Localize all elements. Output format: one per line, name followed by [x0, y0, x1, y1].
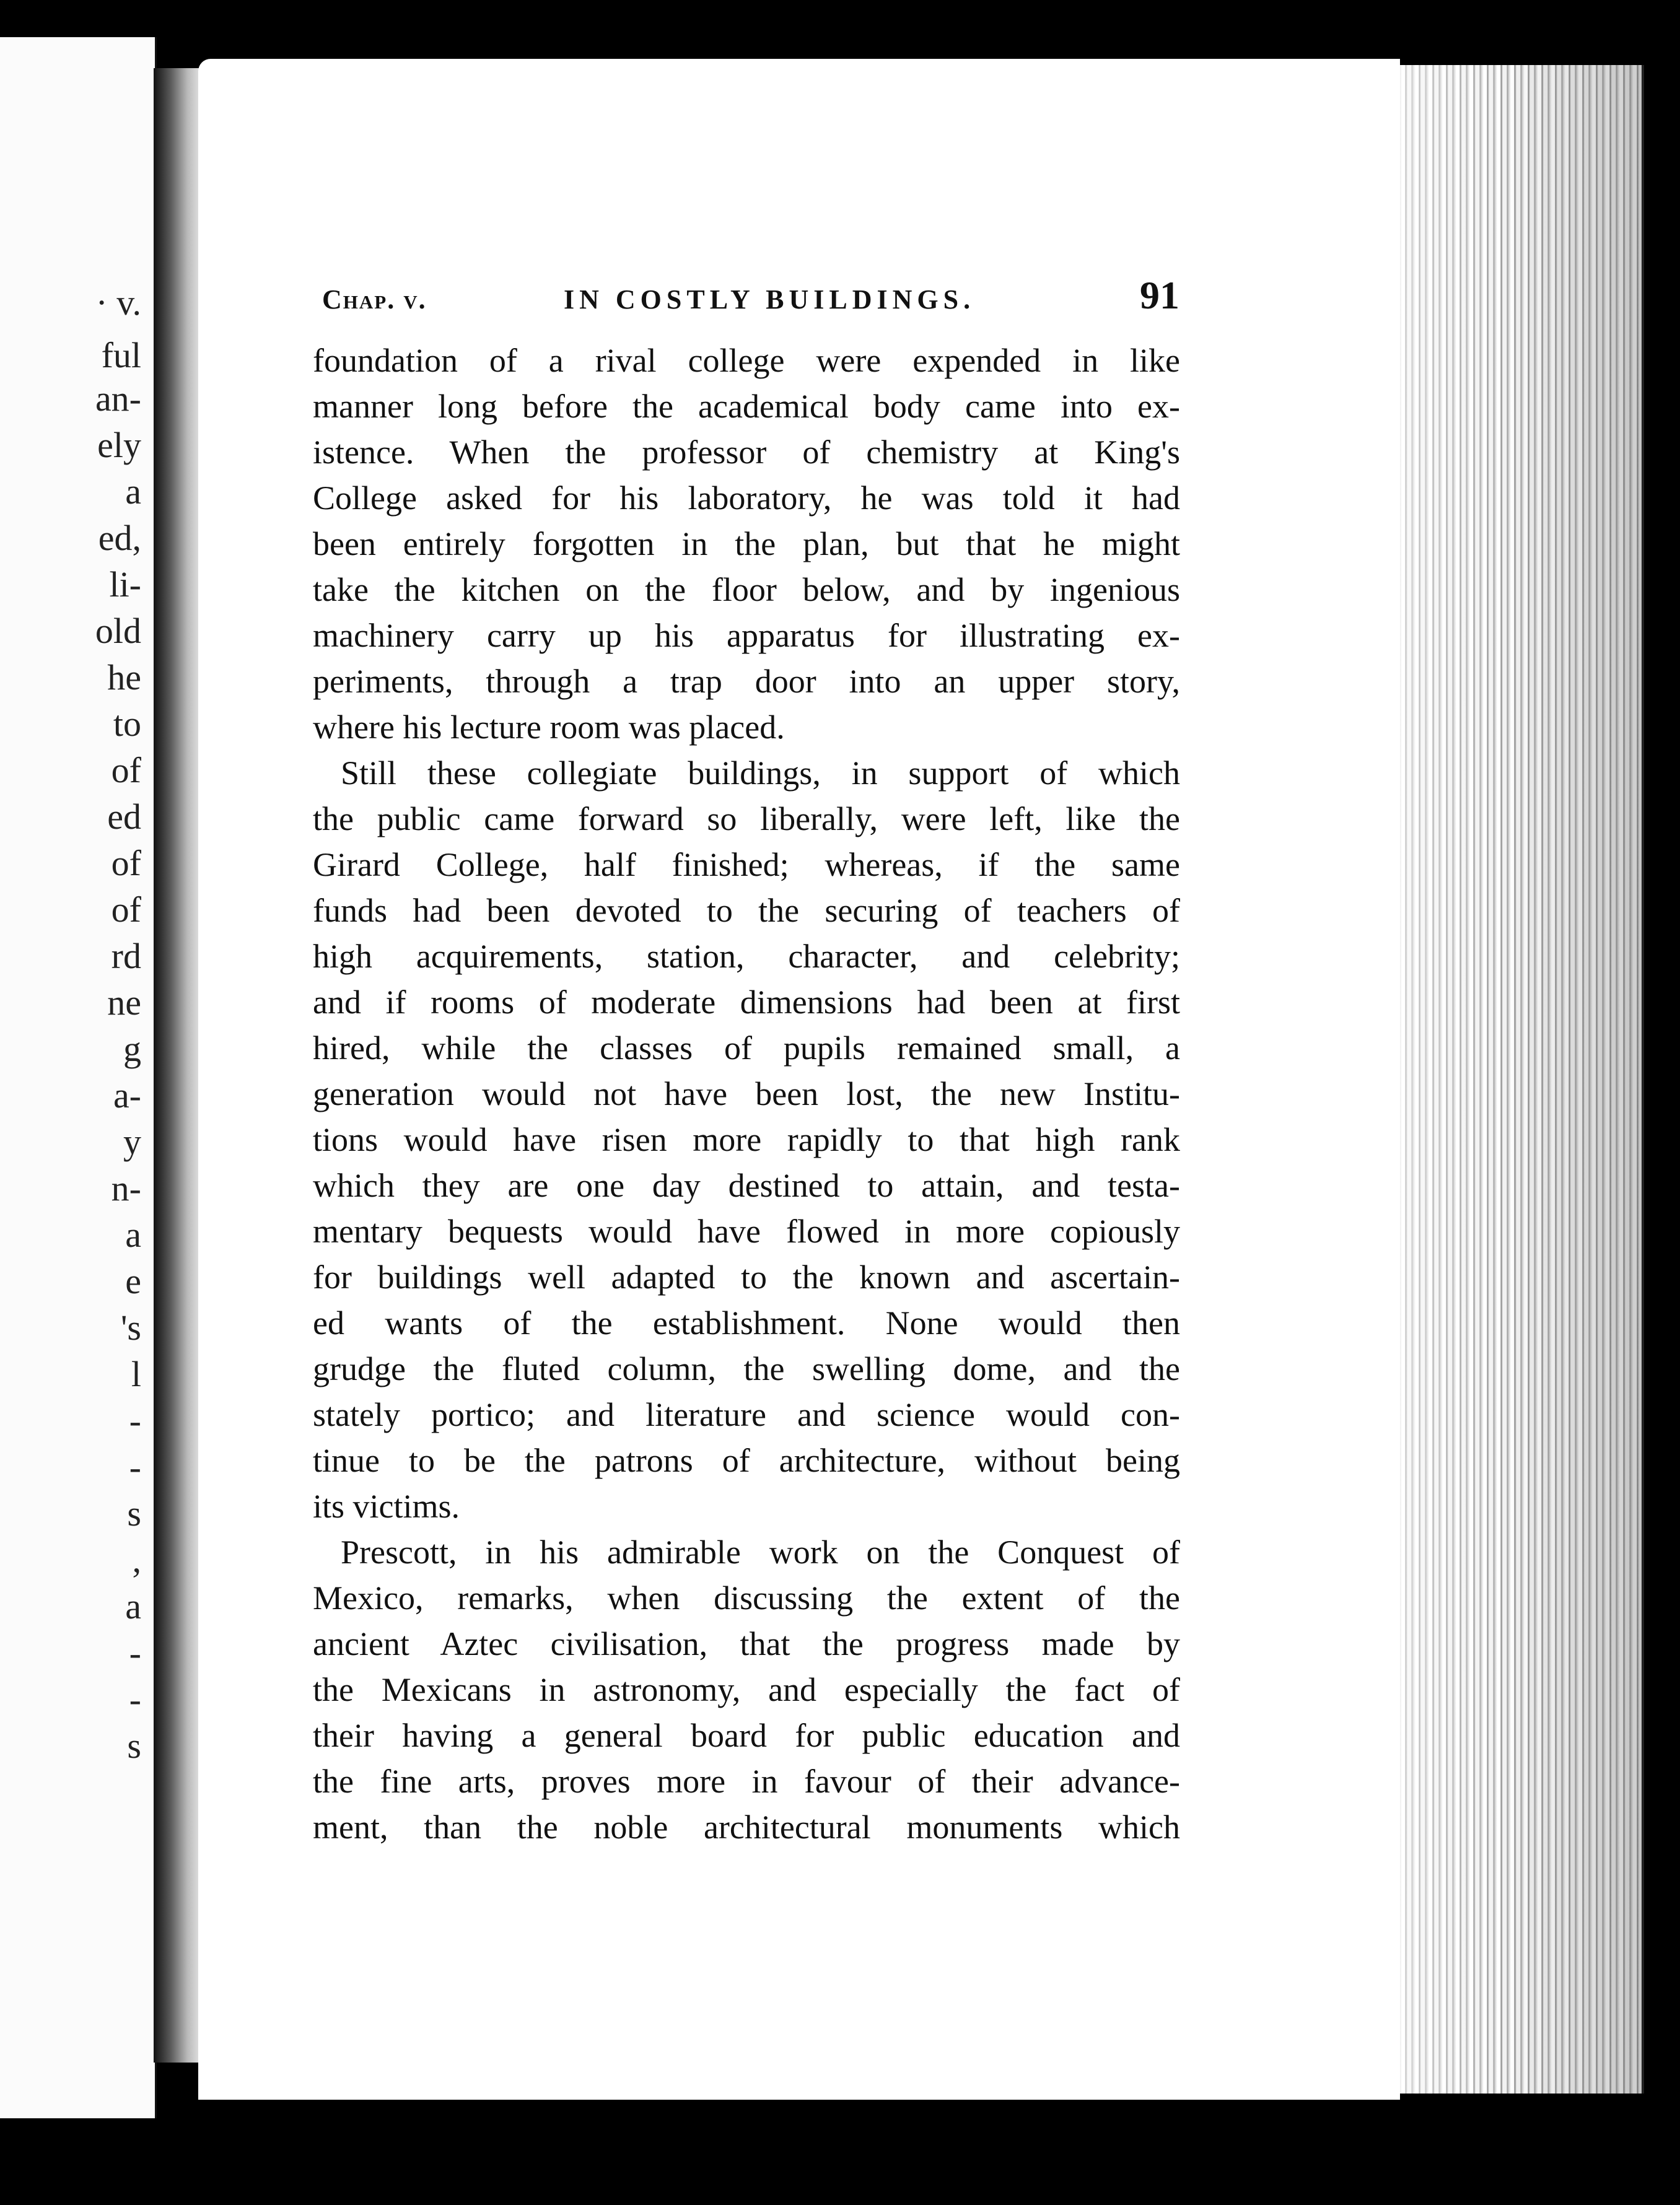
facing-page-fragment: a: [125, 1215, 141, 1255]
body-text: [313, 338, 1180, 1850]
facing-page-fragment: he: [107, 657, 141, 697]
facing-page-fragment: to: [113, 704, 141, 744]
facing-page-fragment: e: [125, 1261, 141, 1301]
text-line: for buildings well adapted to the known and ascertain-: [313, 1259, 1180, 1296]
paragraph: [313, 1529, 1180, 1850]
facing-page-fragment: n-: [111, 1168, 141, 1208]
running-head: [322, 273, 1189, 328]
text-line: their having a general board for public education and: [313, 1717, 1180, 1754]
facing-page-fragment: a-: [113, 1075, 141, 1116]
text-line: Mexico, remarks, when discussing the extent of the: [313, 1579, 1180, 1617]
facing-page-fragment: ne: [107, 982, 141, 1023]
text-line: been entirely forgotten in the plan, but that he might: [313, 525, 1180, 562]
paragraph: [313, 338, 1180, 750]
book-gutter: [154, 68, 202, 2063]
facing-page-fragment: ely: [97, 425, 141, 465]
facing-page-fragment: old: [95, 611, 141, 651]
text-line: the fine arts, proves more in favour of their advance-: [313, 1763, 1180, 1800]
text-line: istence. When the professor of chemistry at King's: [313, 434, 1180, 471]
facing-page-fragment: ,: [132, 1540, 141, 1580]
facing-page: [0, 37, 157, 2118]
facing-page-fragment: ed: [107, 797, 141, 837]
text-line: the Mexicans in astronomy, and especially the fact of: [313, 1671, 1180, 1708]
text-line: mentary bequests would have flowed in more copiously: [313, 1213, 1180, 1250]
facing-page-fragment: a: [125, 1586, 141, 1626]
facing-page-fragment: of: [111, 889, 141, 930]
text-line: the public came forward so liberally, were left, like the: [313, 800, 1180, 837]
facing-page-fragment: -: [129, 1447, 141, 1487]
facing-page-fragment: s: [127, 1726, 141, 1766]
text-line: and if rooms of moderate dimensions had been at first: [313, 984, 1180, 1021]
text-line: where his lecture room was placed.: [313, 709, 785, 746]
text-line: hired, while the classes of pupils remained small, a: [313, 1029, 1180, 1067]
text-line: periments, through a trap door into an upper story,: [313, 663, 1180, 700]
facing-page-fragment: -: [129, 1400, 141, 1441]
text-line: which they are one day destined to attain, and testa-: [313, 1167, 1180, 1204]
text-line: take the kitchen on the floor below, and by ingenious: [313, 571, 1180, 608]
text-line: College asked for his laboratory, he was told it had: [313, 479, 1180, 517]
text-line: Prescott, in his admirable work on the Conquest of: [341, 1534, 1180, 1571]
page-edges: [1394, 65, 1644, 2094]
text-line: stately portico; and literature and science would con-: [313, 1396, 1180, 1433]
text-line: foundation of a rival college were expended in like: [313, 342, 1180, 379]
text-line: ed wants of the establishment. None would then: [313, 1304, 1180, 1342]
text-line: tinue to be the patrons of architecture, without being: [313, 1442, 1180, 1479]
text-line: manner long before the academical body came into ex-: [313, 388, 1180, 425]
facing-page-fragment: -: [129, 1679, 141, 1719]
facing-page-fragment: rd: [111, 936, 141, 976]
facing-page-fragment: g: [123, 1029, 141, 1069]
facing-page-fragment: li-: [109, 564, 141, 605]
text-line: generation would not have been lost, the new Institu-: [313, 1075, 1180, 1112]
facing-page-fragment: l: [131, 1354, 141, 1394]
page-number: 91: [1140, 273, 1179, 317]
text-line: ment, than the noble architectural monuments which: [313, 1809, 1180, 1846]
text-line: Girard College, half finished; whereas, if the same: [313, 846, 1180, 883]
text-line: high acquirements, station, character, and celebrity;: [313, 938, 1180, 975]
facing-page-fragment: ful: [101, 335, 141, 375]
facing-page-fragment: -: [129, 1633, 141, 1673]
facing-page-fragment: y: [123, 1122, 141, 1162]
text-line: its victims.: [313, 1488, 460, 1525]
text-line: machinery carry up his apparatus for illustrating ex-: [313, 617, 1180, 654]
facing-page-fragment: s: [127, 1493, 141, 1534]
facing-page-fragment: ed,: [98, 518, 141, 558]
text-line: grudge the fluted column, the swelling dome, and the: [313, 1350, 1180, 1387]
facing-page-fragment: 's: [120, 1308, 141, 1348]
facing-page-fragment: of: [111, 843, 141, 883]
facing-page-fragment: of: [111, 750, 141, 790]
facing-page-fragment: a: [125, 471, 141, 512]
running-title: IN COSTLY BUILDINGS.: [564, 284, 976, 315]
text-line: Still these collegiate buildings, in support of which: [341, 754, 1180, 792]
facing-page-fragment: an-: [95, 378, 141, 419]
text-line: funds had been devoted to the securing of teachers of: [313, 892, 1180, 929]
text-line: tions would have risen more rapidly to that high rank: [313, 1121, 1180, 1158]
text-line: ancient Aztec civilisation, that the progress made by: [313, 1625, 1180, 1662]
paragraph: [313, 750, 1180, 1529]
chapter-label: Chap. v.: [322, 284, 427, 315]
facing-page-fragment: · v.: [95, 282, 141, 323]
